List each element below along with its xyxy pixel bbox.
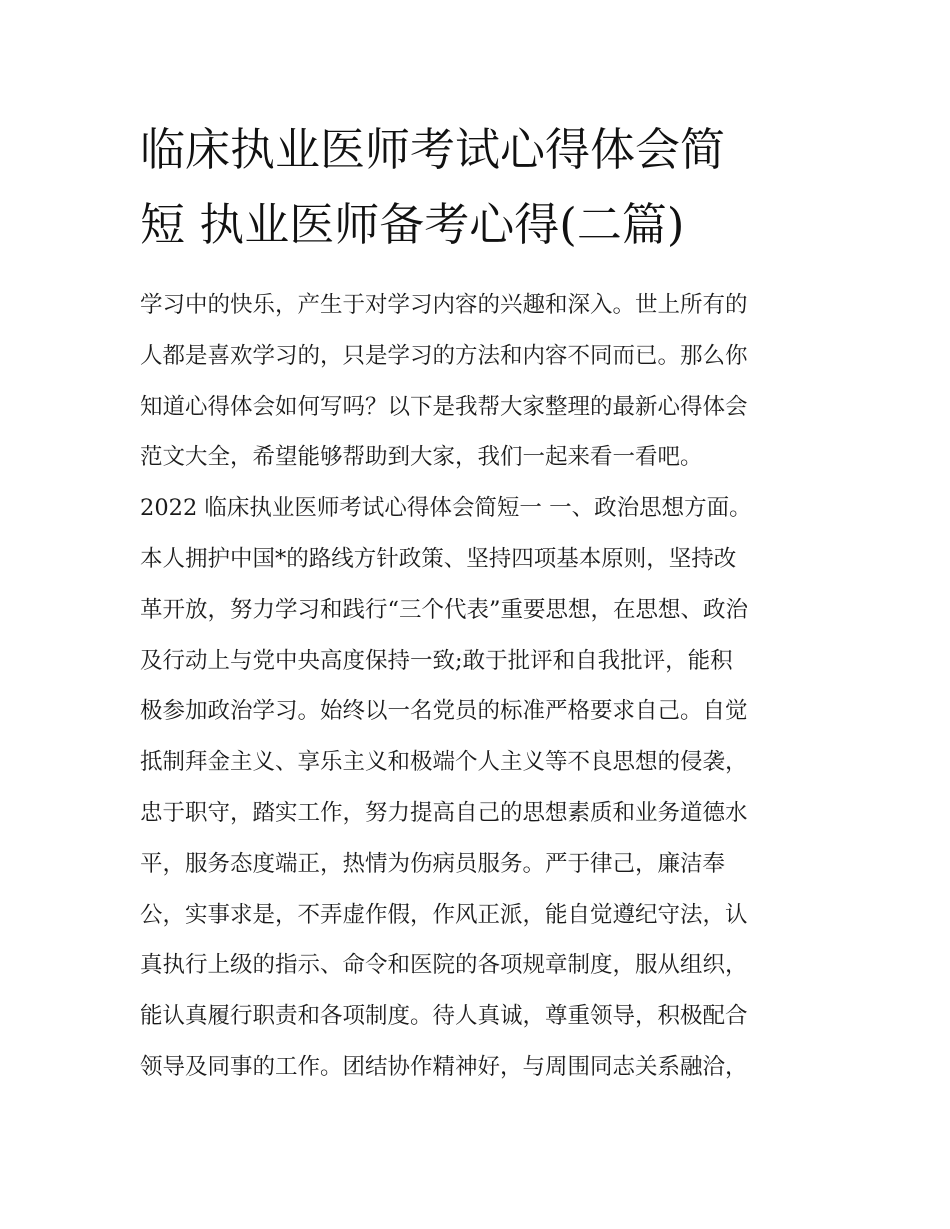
body-line: 真执行上级的指示、命令和医院的各项规章制度，服从组织， xyxy=(140,952,748,979)
body-line: 抵制拜金主义、享乐主义和极端个人主义等不良思想的侵袭， xyxy=(140,749,748,776)
body-line: 公，实事求是，不弄虚作假，作风正派，能自觉遵纪守法，认 xyxy=(140,901,748,928)
body-line: 平，服务态度端正，热情为伤病员服务。严于律己，廉洁奉 xyxy=(140,850,726,877)
body-line: 及行动上与党中央高度保持一致;敢于批评和自我批评，能积 xyxy=(140,647,733,674)
title-line: 临床执业医师考试心得体会简 xyxy=(140,123,726,176)
body-line: 忠于职守，踏实工作，努力提高自己的思想素质和业务道德水 xyxy=(140,799,748,826)
body-line: 能认真履行职责和各项制度。待人真诚，尊重领导，积极配合 xyxy=(140,1003,748,1030)
body-line: 范文大全，希望能够帮助到大家，我们一起来看一看吧。 xyxy=(140,444,703,471)
body-line: 2022 临床执业医师考试心得体会简短一 一、政治思想方面。 xyxy=(140,495,752,522)
body-line: 革开放，努力学习和践行“三个代表”重要思想，在思想、政治 xyxy=(140,596,749,623)
body-line: 本人拥护中国*的路线方针政策、坚持四项基本原则，坚持改 xyxy=(140,545,737,572)
body-line: 学习中的快乐，产生于对学习内容的兴趣和深入。世上所有的 xyxy=(140,292,748,318)
document-body xyxy=(140,280,840,1093)
body-line: 人都是喜欢学习的，只是学习的方法和内容不同而已。那么你 xyxy=(140,342,748,369)
body-line: 领导及同事的工作。团结协作精神好，与周围同志关系融洽， xyxy=(140,1053,748,1080)
body-line: 极参加政治学习。始终以一名党员的标准严格要求自己。自觉 xyxy=(140,698,748,725)
body-line: 知道心得体会如何写吗？以下是我帮大家整理的最新心得体会 xyxy=(140,393,748,420)
title-line: 短 执业医师备考心得(二篇) xyxy=(140,198,685,251)
document-title xyxy=(140,112,840,262)
